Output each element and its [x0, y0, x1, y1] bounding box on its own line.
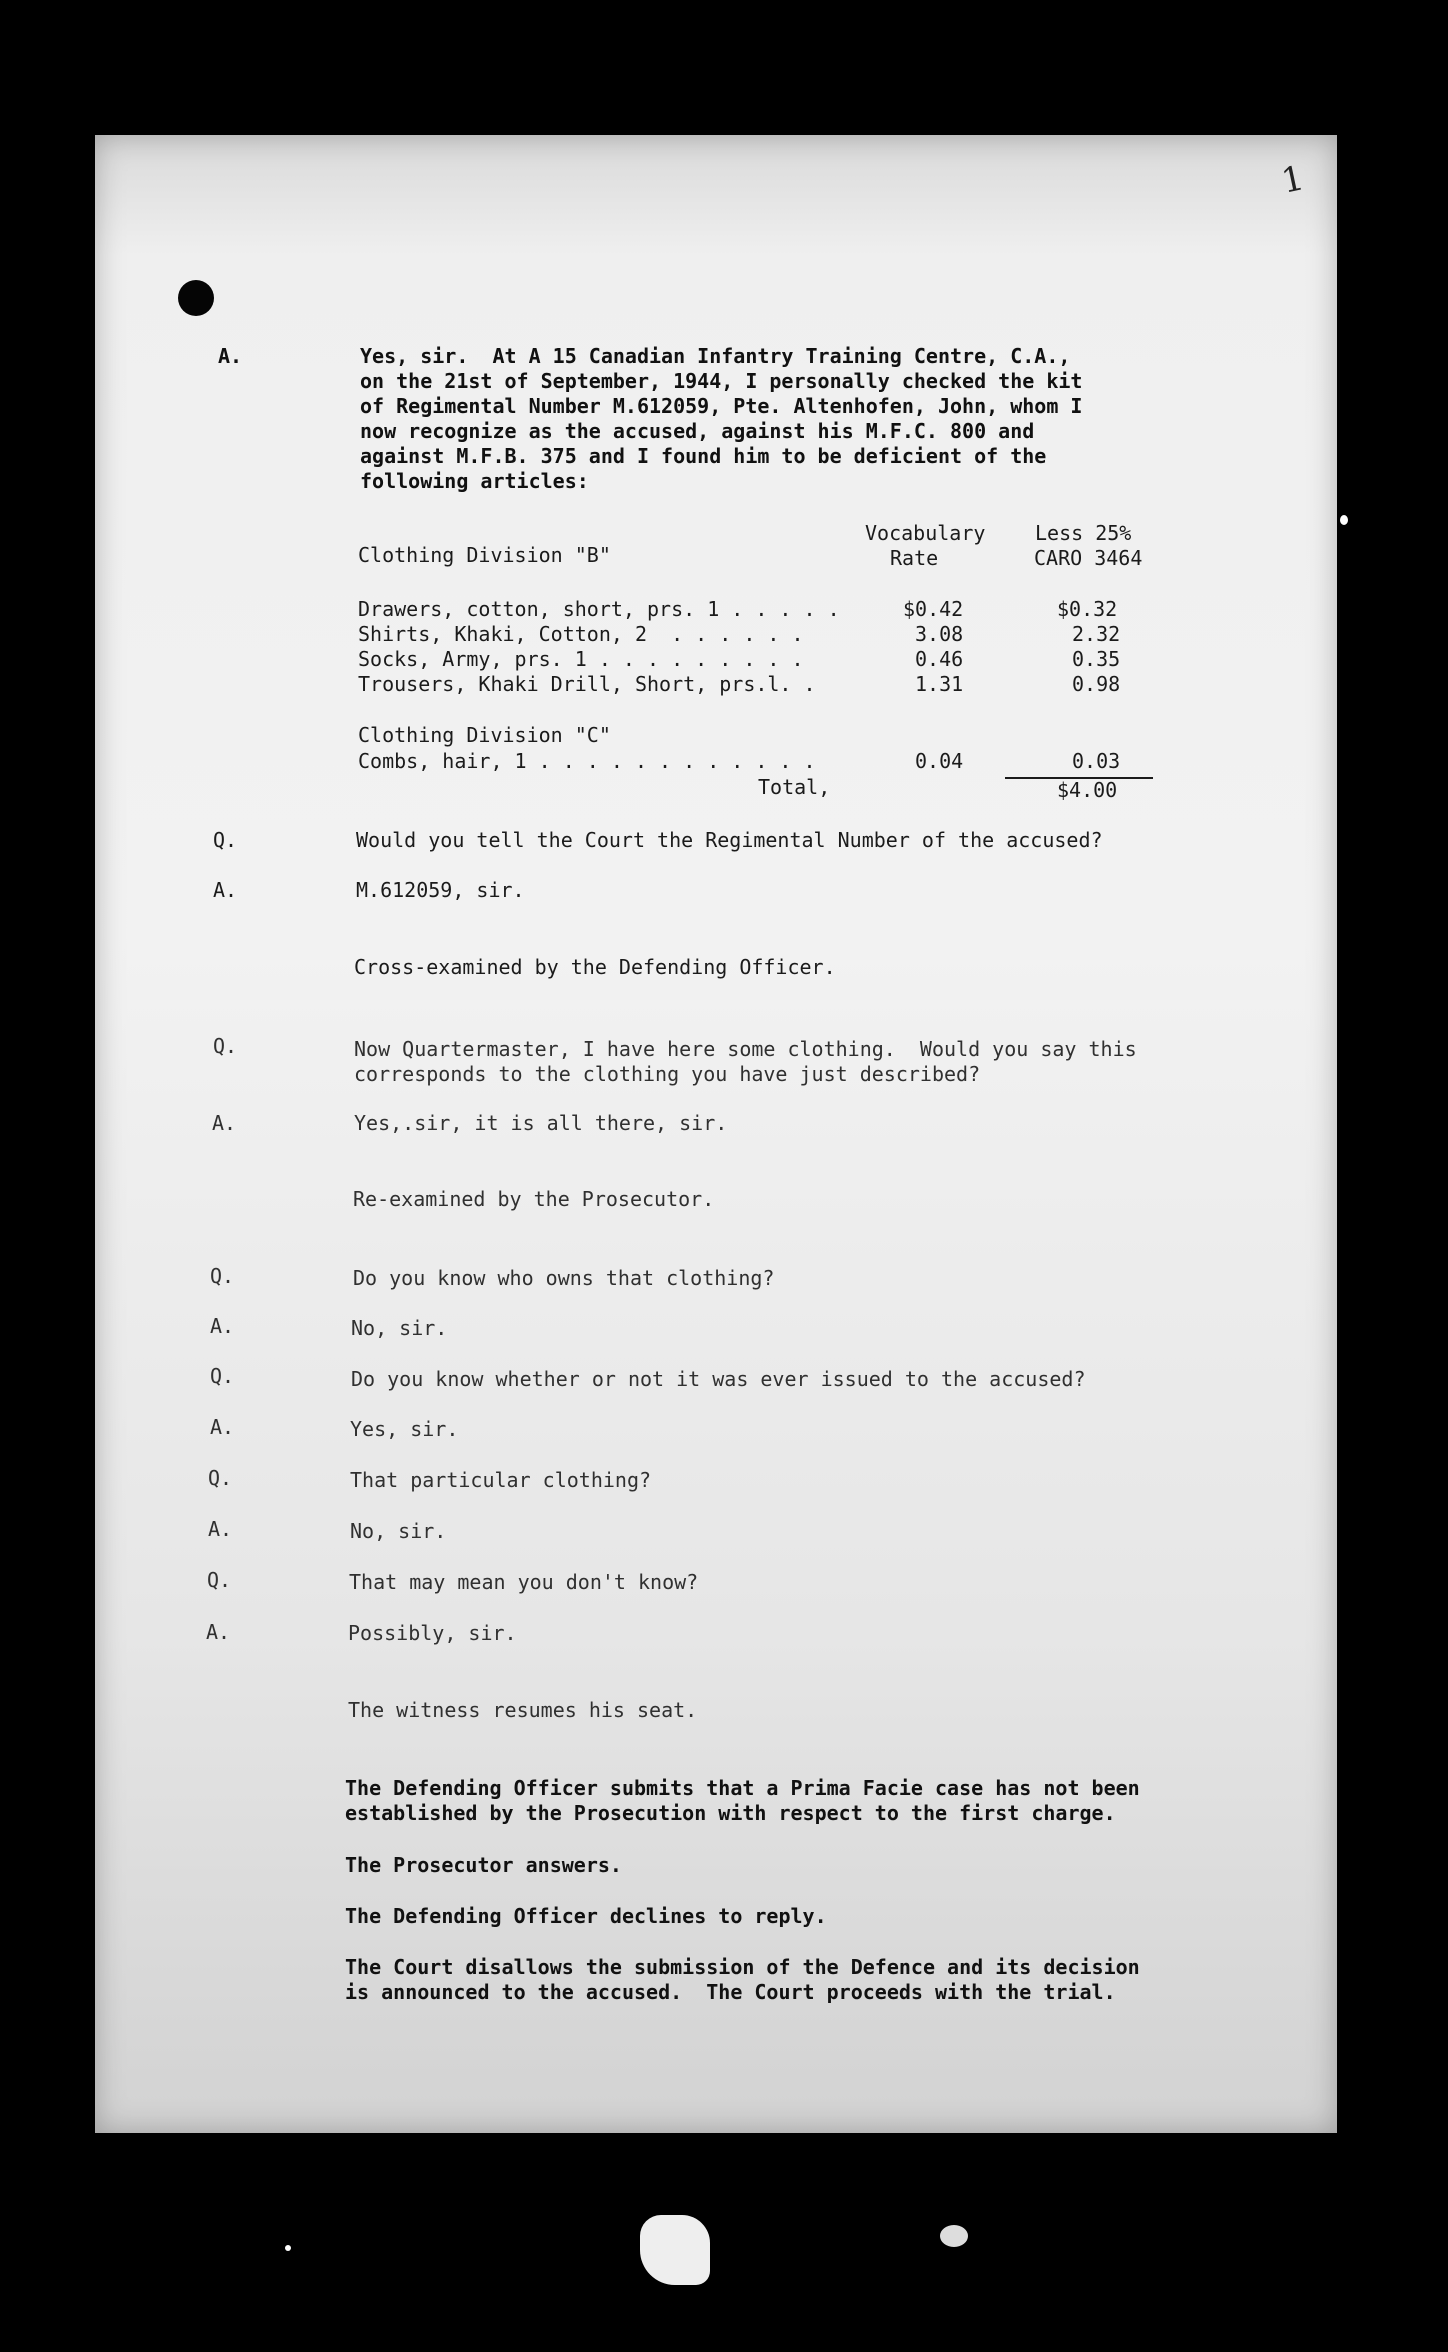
speaker-label: Q. — [210, 1364, 235, 1388]
less-header-line-1: Less 25% — [1035, 521, 1132, 545]
scan-speck — [285, 2245, 291, 2251]
opening-line: on the 21st of September, 1944, I personally checked the kit — [360, 369, 1083, 393]
table-row-less: 0.98 — [1072, 672, 1121, 696]
closing-line: The Court disallows the submission of the Defence and its decision — [345, 1955, 1140, 1979]
speaker-label: A. — [212, 1111, 237, 1135]
closing-line: The witness resumes his seat. — [348, 1698, 698, 1722]
exchange-line: Possibly, sir. — [348, 1621, 517, 1645]
table-row-rate: 0.04 — [915, 749, 964, 773]
opening-line: Yes, sir. At A 15 Canadian Infantry Training Centre, C.A., — [360, 344, 1071, 368]
speaker-label: A. — [213, 878, 238, 902]
table-row-item: Combs, hair, 1 . . . . . . . . . . . . — [358, 749, 816, 773]
speaker-label: Q. — [213, 1034, 238, 1058]
table-row-less: 0.03 — [1072, 749, 1121, 773]
exchange-line: corresponds to the clothing you have just described? — [354, 1062, 981, 1086]
table-row-less: 2.32 — [1072, 622, 1121, 646]
speaker-label: A. — [206, 1620, 231, 1644]
table-row-item: Shirts, Khaki, Cotton, 2 . . . . . . — [358, 622, 804, 646]
opening-line: following articles: — [360, 469, 589, 493]
table-row-rate: 3.08 — [915, 622, 964, 646]
rate-header-line-1: Vocabulary — [865, 521, 986, 545]
total-label: Total, — [758, 775, 831, 799]
opening-line: now recognize as the accused, against his M.F.C. 800 and — [360, 419, 1035, 443]
exchange-line: Do you know whether or not it was ever issued to the accused? — [351, 1367, 1086, 1391]
table-row-item: Trousers, Khaki Drill, Short, prs.l. . — [358, 672, 816, 696]
exchange-line: No, sir. — [351, 1316, 448, 1340]
re-examination-heading: Re-examined by the Prosecutor. — [353, 1187, 715, 1211]
scan-speck — [1340, 515, 1348, 525]
table-row-item: Drawers, cotton, short, prs. 1 . . . . . — [358, 597, 840, 621]
rate-header-line-2: Rate — [890, 546, 939, 570]
punch-hole — [178, 280, 214, 316]
scan-blotch — [940, 2225, 968, 2247]
table-row-item: Socks, Army, prs. 1 . . . . . . . . . — [358, 647, 804, 671]
division-c-title: Clothing Division "C" — [358, 723, 611, 747]
closing-line: The Defending Officer declines to reply. — [345, 1904, 827, 1928]
table-row-rate: 0.46 — [915, 647, 964, 671]
speaker-label: Q. — [207, 1568, 232, 1592]
table-row-rate: $0.42 — [903, 597, 964, 621]
opening-line: of Regimental Number M.612059, Pte. Altenhofen, John, whom I — [360, 394, 1083, 418]
speaker-label: A. — [218, 344, 243, 368]
page-number-mark: 1 — [1278, 158, 1308, 202]
division-b-title: Clothing Division "B" — [358, 543, 611, 567]
exchange-line: No, sir. — [350, 1519, 447, 1543]
speaker-label: A. — [208, 1517, 233, 1541]
table-row-less: $0.32 — [1057, 597, 1118, 621]
closing-line: is announced to the accused. The Court proceeds with the trial. — [345, 1980, 1116, 2004]
exchange-line: M.612059, sir. — [356, 878, 525, 902]
speaker-label: A. — [210, 1314, 235, 1338]
table-row-rate: 1.31 — [915, 672, 964, 696]
closing-line: The Prosecutor answers. — [345, 1853, 622, 1877]
less-header-line-2: CARO 3464 — [1034, 546, 1143, 570]
cross-examination-heading: Cross-examined by the Defending Officer. — [354, 955, 836, 979]
speaker-label: Q. — [208, 1466, 233, 1490]
scan-blotch — [640, 2215, 710, 2285]
exchange-line: That may mean you don't know? — [349, 1570, 699, 1594]
exchange-line: Do you know who owns that clothing? — [353, 1266, 775, 1290]
closing-line: established by the Prosecution with respect to the first charge. — [345, 1801, 1116, 1825]
total-value: $4.00 — [1057, 778, 1118, 802]
opening-line: against M.F.B. 375 and I found him to be deficient of the — [360, 444, 1047, 468]
table-row-less: 0.35 — [1072, 647, 1121, 671]
exchange-line: That particular clothing? — [350, 1468, 652, 1492]
speaker-label: Q. — [213, 828, 238, 852]
exchange-line: Would you tell the Court the Regimental Number of the accused? — [356, 828, 1103, 852]
exchange-line: Yes,.sir, it is all there, sir. — [354, 1111, 728, 1135]
speaker-label: Q. — [210, 1264, 235, 1288]
exchange-line: Yes, sir. — [350, 1417, 459, 1441]
closing-line: The Defending Officer submits that a Prima Facie case has not been — [345, 1776, 1140, 1800]
speaker-label: A. — [210, 1415, 235, 1439]
exchange-line: Now Quartermaster, I have here some clothing. Would you say this — [354, 1037, 1137, 1061]
